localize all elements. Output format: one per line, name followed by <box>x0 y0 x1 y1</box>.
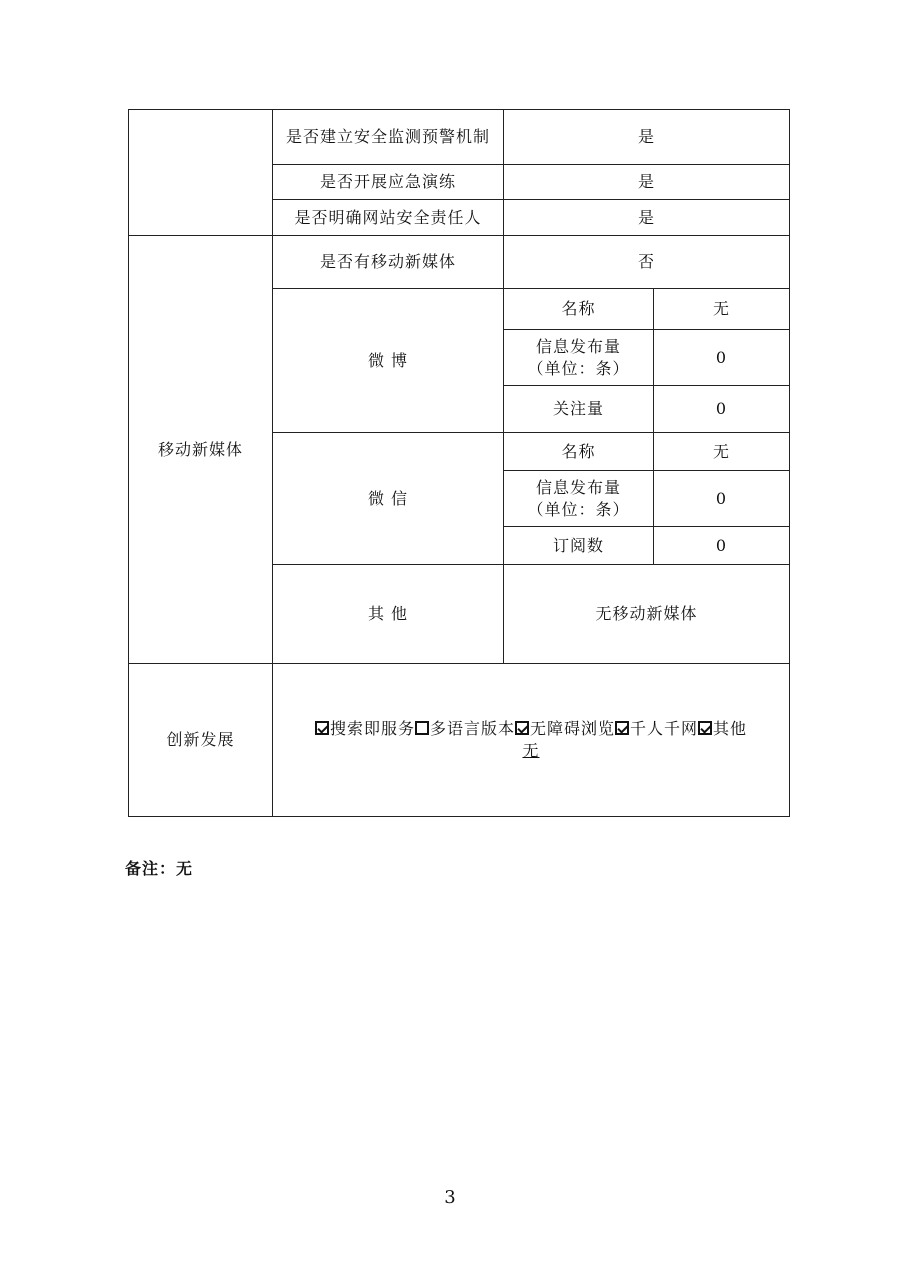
weibo-follow-value: 0 <box>654 386 790 433</box>
other-media-value: 无移动新媒体 <box>504 565 790 664</box>
checkbox-checked-icon[interactable] <box>615 721 629 735</box>
has-mobile-media-label: 是否有移动新媒体 <box>273 236 504 289</box>
has-mobile-media-value: 否 <box>504 236 790 289</box>
innovation-option <box>698 719 747 738</box>
security-responsible-label: 是否明确网站安全责任人 <box>273 200 504 236</box>
wechat-subscribe-value: 0 <box>654 527 790 565</box>
wechat-name-label: 名称 <box>504 433 654 471</box>
innovation-option <box>515 719 615 738</box>
other-innovation-text: 无 <box>522 741 540 760</box>
option-label: 其他 <box>713 719 748 738</box>
wechat-posts-label-line2: （单位：条） <box>527 499 630 519</box>
checkbox-checked-icon[interactable] <box>515 721 529 735</box>
weibo-posts-value: 0 <box>654 330 790 386</box>
wechat-posts-value: 0 <box>654 471 790 527</box>
table-row <box>129 664 790 817</box>
checkbox-empty-icon[interactable] <box>415 721 429 735</box>
innovation-option <box>315 719 415 738</box>
wechat-label: 微 信 <box>273 433 504 565</box>
wechat-subscribe-label: 订阅数 <box>504 527 654 565</box>
option-label: 多语言版本 <box>429 719 515 738</box>
innovation-section-label: 创新发展 <box>129 664 273 817</box>
warning-mechanism-label: 是否建立安全监测预警机制 <box>273 110 504 165</box>
table-row <box>129 110 790 165</box>
security-section-cell <box>129 110 273 236</box>
weibo-posts-label-line2: （单位：条） <box>527 358 630 378</box>
wechat-name-value: 无 <box>654 433 790 471</box>
weibo-label: 微 博 <box>273 289 504 433</box>
report-table <box>128 109 790 817</box>
innovation-options <box>273 664 790 817</box>
warning-mechanism-value: 是 <box>504 110 790 165</box>
checkbox-checked-icon[interactable] <box>698 721 712 735</box>
wechat-posts-label <box>504 471 654 527</box>
innovation-option <box>415 719 515 738</box>
remarks-note: 备注：无 <box>125 859 194 878</box>
table-row <box>129 236 790 289</box>
option-label: 千人千网 <box>630 719 699 738</box>
option-label: 无障碍浏览 <box>530 719 616 738</box>
wechat-posts-label-line1: 信息发布量 <box>535 477 621 497</box>
security-responsible-value: 是 <box>504 200 790 236</box>
other-media-label: 其 他 <box>273 565 504 664</box>
weibo-name-value: 无 <box>654 289 790 330</box>
emergency-drill-value: 是 <box>504 165 790 200</box>
weibo-posts-label-line1: 信息发布量 <box>535 336 621 356</box>
weibo-posts-label <box>504 330 654 386</box>
checkbox-checked-icon[interactable] <box>315 721 329 735</box>
mobile-section-label: 移动新媒体 <box>129 236 273 664</box>
emergency-drill-label: 是否开展应急演练 <box>273 165 504 200</box>
option-label: 搜索即服务 <box>329 719 415 738</box>
weibo-name-label: 名称 <box>504 289 654 330</box>
page-number: 3 <box>444 1187 456 1208</box>
weibo-follow-label: 关注量 <box>504 386 654 433</box>
innovation-option <box>615 719 698 738</box>
